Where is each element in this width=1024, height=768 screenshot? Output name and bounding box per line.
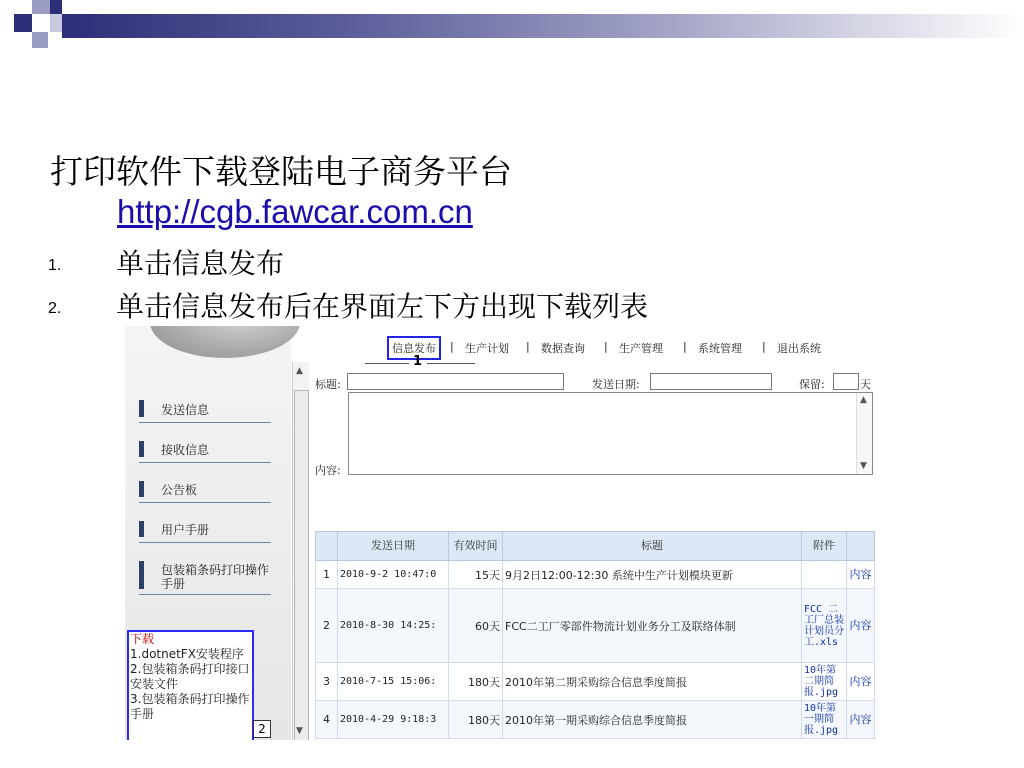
column-header-send-date[interactable]: 发送日期 [338, 532, 449, 561]
nav-separator: | [604, 340, 608, 353]
step-item [48, 242, 284, 282]
keep-label: 保留: [799, 378, 825, 391]
tab-system-management[interactable]: 系统管理 [698, 342, 742, 355]
tab-data-query[interactable]: 数据查询 [541, 342, 585, 355]
sidebar-bullet-icon [139, 521, 144, 537]
download-item-dotnetfx[interactable]: 1.dotnetFX安装程序 [130, 647, 244, 661]
decoration-square [14, 14, 32, 32]
sidebar-item-label: 接收信息 [161, 443, 210, 457]
content-link[interactable]: 内容 [847, 561, 875, 589]
sidebar-scrollbar[interactable] [292, 362, 309, 740]
valid-time-cell: 15天 [449, 561, 503, 589]
table-row[interactable] [316, 701, 875, 739]
row-number: 1 [316, 561, 338, 589]
textarea-scrollbar[interactable] [856, 393, 872, 474]
sidebar-item-bulletin[interactable] [139, 481, 271, 503]
slide-header-decoration [0, 0, 1024, 65]
attachment-link[interactable]: FCC 二工厂总装计划员分工.xls [802, 589, 847, 663]
header-gradient-bar [62, 14, 1024, 38]
download-item-barcode-manual[interactable]: 3.包装箱条码打印操作手册 [130, 692, 250, 721]
decoration-square [32, 32, 48, 48]
table-row[interactable] [316, 561, 875, 589]
title-cell: 2010年第二期采购综合信息季度简报 [503, 663, 802, 701]
sidebar-item-barcode-manual[interactable] [139, 561, 271, 595]
decoration-square [50, 14, 62, 32]
step-number: 2. [48, 299, 62, 317]
send-date-cell: 2010-8-30 14:25: [338, 589, 449, 663]
column-header [847, 532, 875, 561]
title-cell: 9月2日12:00-12:30 系统中生产计划模块更新 [503, 561, 802, 589]
column-header-title[interactable]: 标题 [503, 532, 802, 561]
logo-disc-icon [150, 326, 300, 358]
sidebar-item-label: 发送信息 [161, 403, 210, 417]
attachment-link[interactable]: 10年第一期简报.jpg [802, 701, 847, 739]
scroll-down-arrow-icon[interactable]: ▼ [860, 461, 867, 471]
row-number: 3 [316, 663, 338, 701]
decoration-square [50, 0, 62, 14]
title-input[interactable] [347, 373, 564, 390]
annotation-2-badge: 2 [253, 720, 271, 738]
download-title: 下载 [130, 632, 155, 646]
scroll-down-arrow-icon[interactable]: ▼ [296, 726, 303, 736]
sidebar-item-user-manual[interactable] [139, 521, 271, 543]
annotation-1-label: 1 [413, 354, 423, 369]
app-screenshot [125, 326, 877, 740]
tab-exit-system[interactable]: 退出系统 [777, 342, 821, 355]
scroll-up-arrow-icon[interactable]: ▲ [860, 395, 867, 405]
download-item-barcode-interface[interactable]: 2.包装箱条码打印接口安装文件 [130, 662, 250, 691]
step-item [48, 285, 648, 325]
sidebar-bullet-icon [139, 400, 144, 417]
keep-unit-label: 天 [860, 378, 871, 391]
row-number: 2 [316, 589, 338, 663]
tab-production-management[interactable]: 生产管理 [619, 342, 663, 355]
sidebar-item-label: 公告板 [161, 483, 198, 497]
nav-separator: | [762, 340, 766, 353]
nav-separator: | [526, 340, 530, 353]
sidebar-item-receive[interactable] [139, 441, 271, 463]
content-label: 内容: [315, 464, 341, 477]
scrollbar-thumb[interactable] [294, 390, 309, 740]
download-list-box [127, 630, 254, 740]
sidebar-item-label: 包装箱条码打印操作手册 [161, 563, 270, 591]
scroll-up-arrow-icon[interactable]: ▲ [296, 366, 303, 376]
table-header-row [316, 532, 875, 561]
title-label: 标题: [315, 378, 341, 391]
attachment-link[interactable]: 10年第二期简报.jpg [802, 663, 847, 701]
decoration-square [32, 0, 50, 14]
sidebar [125, 326, 291, 740]
slide-title: 打印软件下载登陆电子商务平台 [50, 152, 512, 191]
sidebar-bullet-icon [139, 481, 144, 497]
nav-separator: | [683, 340, 687, 353]
table-row[interactable] [316, 589, 875, 663]
content-textarea[interactable] [348, 392, 873, 475]
content-link[interactable]: 内容 [847, 663, 875, 701]
send-date-label: 发送日期: [592, 378, 640, 391]
send-date-cell: 2010-4-29 9:18:3 [338, 701, 449, 739]
sidebar-bullet-icon [139, 441, 144, 457]
title-cell: 2010年第一期采购综合信息季度简报 [503, 701, 802, 739]
step-text: 单击信息发布后在界面左下方出现下载列表 [116, 290, 649, 323]
valid-time-cell: 180天 [449, 701, 503, 739]
sidebar-bullet-icon [139, 561, 144, 589]
nav-separator: | [450, 340, 454, 353]
sidebar-item-send[interactable] [139, 400, 271, 423]
send-date-input[interactable] [650, 373, 772, 390]
content-link[interactable]: 内容 [847, 701, 875, 739]
step-number: 1. [48, 256, 62, 274]
send-date-cell: 2010-9-2 10:47:0 [338, 561, 449, 589]
attachment-link[interactable] [802, 561, 847, 589]
sidebar-item-label: 用户手册 [161, 523, 210, 537]
step-text: 单击信息发布 [116, 247, 285, 280]
column-header [316, 532, 338, 561]
title-cell: FCC二工厂零部件物流计划业务分工及联络体制 [503, 589, 802, 663]
tab-info-publish[interactable]: 信息发布 [387, 336, 441, 360]
platform-url-link[interactable]: http://cgb.fawcar.com.cn [117, 193, 473, 230]
annotation-line [427, 363, 475, 364]
row-number: 4 [316, 701, 338, 739]
message-table [315, 531, 875, 739]
tab-production-plan[interactable]: 生产计划 [465, 342, 509, 355]
column-header-valid-time[interactable]: 有效时间 [449, 532, 503, 561]
valid-time-cell: 60天 [449, 589, 503, 663]
send-date-cell: 2010-7-15 15:06: [338, 663, 449, 701]
annotation-1-marker [365, 356, 475, 370]
content-link[interactable]: 内容 [847, 589, 875, 663]
table-row[interactable] [316, 663, 875, 701]
valid-time-cell: 180天 [449, 663, 503, 701]
column-header-attachment[interactable]: 附件 [802, 532, 847, 561]
annotation-line [365, 363, 409, 364]
keep-days-input[interactable] [833, 373, 859, 390]
